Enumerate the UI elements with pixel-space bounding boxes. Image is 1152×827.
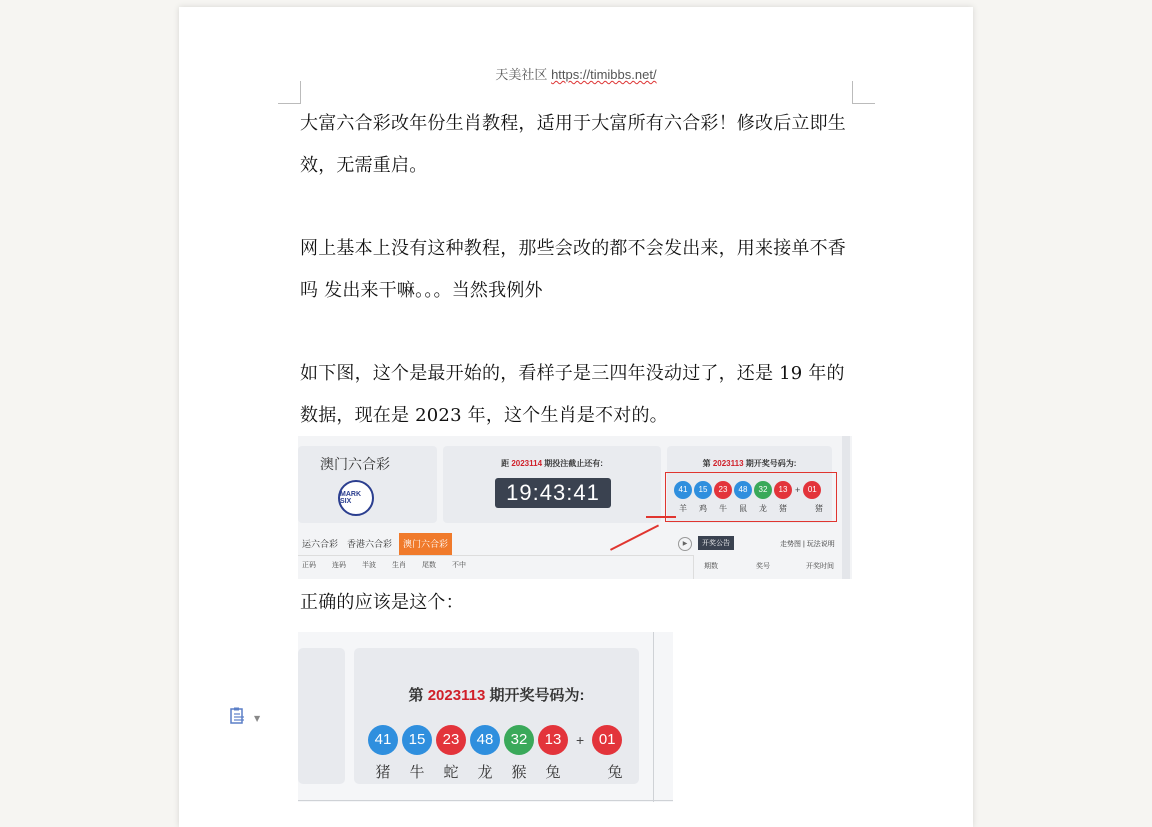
paragraph-4: 正确的应该是这个： bbox=[300, 592, 464, 613]
plus-sign: + bbox=[576, 732, 585, 748]
draw-balls bbox=[674, 481, 821, 499]
draw-result-card bbox=[354, 648, 639, 784]
zodiac-row bbox=[674, 503, 828, 514]
left-card bbox=[298, 648, 345, 784]
paragraph-3: 如下图，这个是最开始的，看样子是三四年没动过了，还是 19 年的数据，现在是 2023 年，这个生肖是不对的。 bbox=[300, 363, 845, 426]
ball: 48 bbox=[734, 481, 752, 499]
tab-lottery-1[interactable]: 运六合彩 bbox=[302, 539, 339, 549]
lottery-tabs bbox=[298, 533, 693, 556]
zodiac: 猪 bbox=[779, 504, 787, 513]
notice-bar bbox=[678, 535, 838, 553]
play-icon[interactable]: ▶ bbox=[678, 537, 692, 551]
tab-macau[interactable]: 澳门六合彩 bbox=[399, 533, 452, 555]
zodiac-row bbox=[368, 761, 630, 782]
ball: 23 bbox=[714, 481, 732, 499]
ball: 32 bbox=[504, 725, 534, 755]
zodiac: 猴 bbox=[511, 764, 527, 781]
plus-sign: + bbox=[795, 485, 801, 495]
zodiac: 牛 bbox=[719, 504, 727, 513]
zodiac: 龙 bbox=[759, 504, 767, 513]
draw-label: 第 2023113 期开奖号码为: bbox=[702, 459, 797, 468]
ball: 32 bbox=[754, 481, 772, 499]
zodiac: 兔 bbox=[545, 764, 561, 781]
zodiac: 蛇 bbox=[443, 764, 459, 781]
ball: 48 bbox=[470, 725, 500, 755]
margin-corner-left bbox=[278, 81, 301, 104]
countdown-label: 距 2023114 期投注截止还有: bbox=[501, 459, 603, 468]
col-label: 不中 bbox=[452, 562, 466, 569]
margin-corner-right bbox=[852, 81, 875, 104]
paragraph-2: 网上基本上没有这种教程，那些会改的都不会发出来，用来接单不香吗 发出来干嘛。。。当然我例外 bbox=[300, 238, 846, 301]
col-label: 开奖时间 bbox=[806, 563, 834, 570]
countdown-timer: 19:43:41 bbox=[495, 478, 611, 508]
ball: 23 bbox=[436, 725, 466, 755]
zodiac: 牛 bbox=[409, 764, 425, 781]
ball: 41 bbox=[368, 725, 398, 755]
zodiac: 龙 bbox=[477, 764, 493, 781]
paragraph-1: 大富六合彩改年份生肖教程，适用于大富所有六合彩！修改后立即生效，无需重启。 bbox=[300, 113, 846, 176]
col-label: 正码 bbox=[302, 562, 316, 569]
zodiac: 鸡 bbox=[699, 504, 707, 513]
special-zodiac: 兔 bbox=[607, 764, 623, 781]
history-columns bbox=[693, 555, 839, 579]
col-label: 奖号 bbox=[756, 563, 770, 570]
arrow-line bbox=[646, 516, 676, 518]
draw-label: 第 2023113 期开奖号码为: bbox=[408, 687, 585, 704]
countdown-card bbox=[443, 446, 661, 523]
lottery-title-card bbox=[298, 446, 437, 523]
ball: 13 bbox=[774, 481, 792, 499]
col-label: 期数 bbox=[704, 563, 718, 570]
col-label: 尾数 bbox=[422, 562, 436, 569]
image-border-bottom bbox=[298, 800, 673, 801]
chart-links[interactable]: 走势图 | 玩法说明 bbox=[780, 541, 835, 548]
image-border-right bbox=[653, 632, 654, 802]
ball: 13 bbox=[538, 725, 568, 755]
col-label: 生肖 bbox=[392, 562, 406, 569]
header-site: 天美社区 bbox=[495, 67, 548, 82]
lottery-title: 澳门六合彩 bbox=[320, 456, 390, 472]
screenshot-corrected[interactable] bbox=[298, 632, 673, 802]
document-page bbox=[179, 7, 973, 827]
zodiac: 鼠 bbox=[739, 504, 747, 513]
header-url[interactable]: https://timibbs.net/ bbox=[551, 67, 657, 82]
image-scrollbar bbox=[842, 436, 850, 579]
ball: 15 bbox=[402, 725, 432, 755]
col-label: 半波 bbox=[362, 562, 376, 569]
special-ball: 01 bbox=[803, 481, 821, 499]
mark-six-logo: MARK SIX bbox=[338, 480, 374, 516]
tab-hongkong[interactable]: 香港六合彩 bbox=[347, 539, 393, 549]
col-label: 连码 bbox=[332, 562, 346, 569]
ball: 41 bbox=[674, 481, 692, 499]
screenshot-original[interactable] bbox=[298, 436, 852, 579]
zodiac: 猪 bbox=[375, 764, 391, 781]
notice-button[interactable]: 开奖公告 bbox=[698, 536, 734, 550]
chevron-down-icon[interactable]: ▼ bbox=[254, 714, 261, 723]
zodiac: 羊 bbox=[679, 504, 687, 513]
paste-options-icon[interactable] bbox=[230, 707, 246, 725]
draw-balls bbox=[368, 725, 622, 755]
special-ball: 01 bbox=[592, 725, 622, 755]
ball: 15 bbox=[694, 481, 712, 499]
special-zodiac: 猪 bbox=[815, 504, 823, 513]
